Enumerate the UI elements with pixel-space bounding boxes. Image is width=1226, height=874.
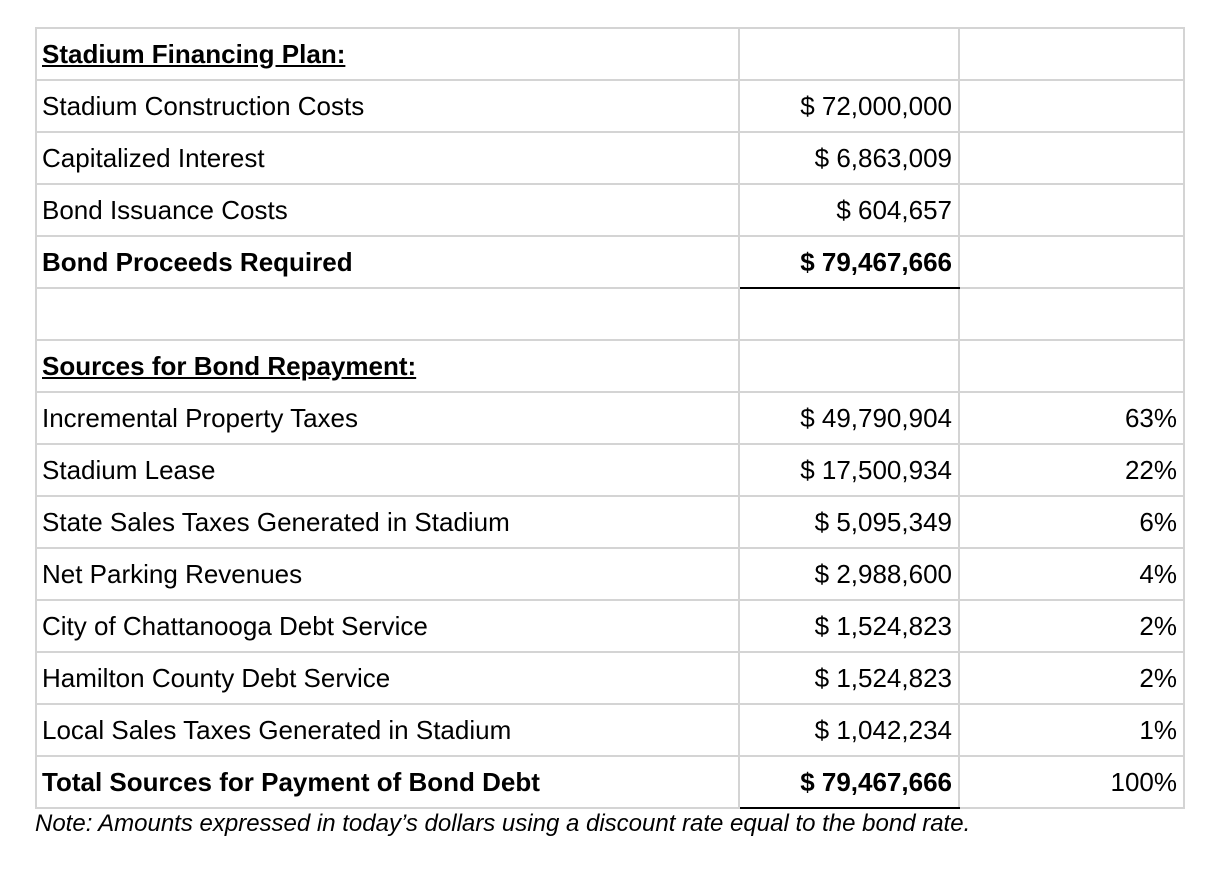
table-row <box>36 340 1184 392</box>
empty-cell <box>959 132 1184 184</box>
empty-cell <box>739 340 959 392</box>
row-label: Stadium Lease <box>36 444 739 496</box>
row-percent: 2% <box>959 600 1184 652</box>
empty-cell <box>739 288 959 340</box>
empty-cell <box>959 236 1184 288</box>
table-row <box>36 132 1184 184</box>
table-row <box>36 28 1184 80</box>
financing-heading: Stadium Financing Plan: <box>36 28 739 80</box>
total-sources-percent: 100% <box>959 756 1184 808</box>
table-row <box>36 496 1184 548</box>
table-row <box>36 704 1184 756</box>
row-label: Local Sales Taxes Generated in Stadium <box>36 704 739 756</box>
empty-cell <box>36 288 739 340</box>
table-row <box>36 652 1184 704</box>
table-row <box>36 444 1184 496</box>
empty-cell <box>959 288 1184 340</box>
row-percent: 22% <box>959 444 1184 496</box>
table-row <box>36 600 1184 652</box>
table-row <box>36 548 1184 600</box>
row-percent: 6% <box>959 496 1184 548</box>
row-amount: $ 17,500,934 <box>739 444 959 496</box>
row-amount: $ 2,988,600 <box>739 548 959 600</box>
row-amount: $ 5,095,349 <box>739 496 959 548</box>
row-label: Hamilton County Debt Service <box>36 652 739 704</box>
row-amount: $ 49,790,904 <box>739 392 959 444</box>
empty-cell <box>959 80 1184 132</box>
financing-table <box>35 27 1185 809</box>
empty-cell <box>959 340 1184 392</box>
row-percent: 4% <box>959 548 1184 600</box>
row-percent: 2% <box>959 652 1184 704</box>
footnote: Note: Amounts expressed in today’s dollars using a discount rate equal to the bond rate. <box>35 810 971 837</box>
bond-proceeds-label: Bond Proceeds Required <box>36 236 739 288</box>
row-amount: $ 1,524,823 <box>739 600 959 652</box>
empty-cell <box>739 28 959 80</box>
spacer-row <box>36 288 1184 340</box>
row-amount: $ 1,524,823 <box>739 652 959 704</box>
empty-cell <box>959 28 1184 80</box>
row-amount: $ 6,863,009 <box>739 132 959 184</box>
table-row <box>36 392 1184 444</box>
row-label: State Sales Taxes Generated in Stadium <box>36 496 739 548</box>
row-percent: 1% <box>959 704 1184 756</box>
bond-proceeds-amount: $ 79,467,666 <box>739 236 959 288</box>
row-amount: $ 604,657 <box>739 184 959 236</box>
total-sources-label: Total Sources for Payment of Bond Debt <box>36 756 739 808</box>
total-row <box>36 756 1184 808</box>
row-label: Bond Issuance Costs <box>36 184 739 236</box>
total-sources-amount: $ 79,467,666 <box>739 756 959 808</box>
row-amount: $ 1,042,234 <box>739 704 959 756</box>
sources-heading: Sources for Bond Repayment: <box>36 340 739 392</box>
row-label: City of Chattanooga Debt Service <box>36 600 739 652</box>
row-amount: $ 72,000,000 <box>739 80 959 132</box>
row-label: Capitalized Interest <box>36 132 739 184</box>
row-label: Incremental Property Taxes <box>36 392 739 444</box>
total-row <box>36 236 1184 288</box>
row-label: Stadium Construction Costs <box>36 80 739 132</box>
table-row <box>36 184 1184 236</box>
row-label: Net Parking Revenues <box>36 548 739 600</box>
row-percent: 63% <box>959 392 1184 444</box>
table-row <box>36 80 1184 132</box>
empty-cell <box>959 184 1184 236</box>
